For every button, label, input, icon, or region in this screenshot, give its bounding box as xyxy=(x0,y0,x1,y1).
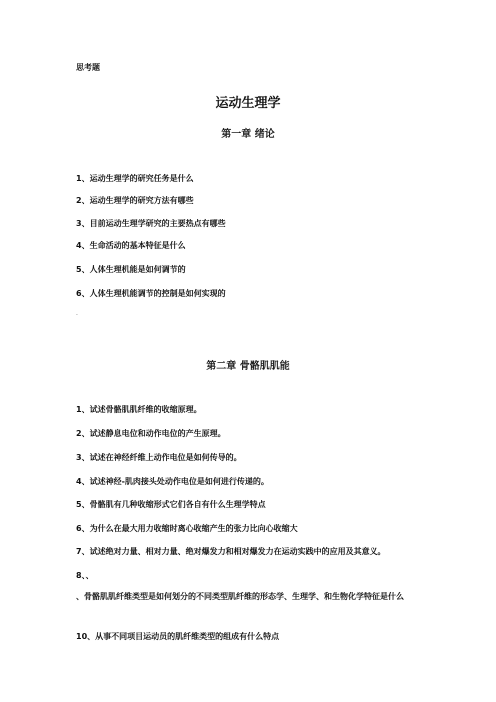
doc-label: 思考题 xyxy=(76,63,100,72)
ch1-question-5: 5、人体生理机能是如何调节的 xyxy=(76,265,186,274)
ch1-question-3: 3、目前运动生理学研究的主要热点有哪些 xyxy=(76,219,226,228)
ch1-question-2: 2、运动生理学的研究方法有哪些 xyxy=(76,196,194,205)
ch2-question-3: 3、试述在神经纤维上动作电位是如何传导的。 xyxy=(76,453,242,462)
ch2-question-10: 10、从事不同项目运动员的肌纤维类型的组成有什么特点 xyxy=(76,632,280,641)
stray-mark: · xyxy=(76,312,78,319)
ch2-question-8: 8、、 xyxy=(76,571,94,580)
chapter1-heading: 第一章 绪论 xyxy=(221,129,275,140)
ch1-question-6: 6、人体生理机能调节的控制是如何实现的 xyxy=(76,289,226,298)
ch2-question-4: 4、试述神经-肌肉接头处动作电位是如何进行传递的。 xyxy=(76,477,269,486)
doc-title: 运动生理学 xyxy=(215,96,281,111)
ch2-question-2: 2、试述静息电位和动作电位的产生原理。 xyxy=(76,429,226,438)
ch2-question-7: 7、试述绝对力量、相对力量、绝对爆发力和相对爆发力在运动实践中的应用及其意义。 xyxy=(76,547,386,556)
ch2-question-9: 、骨骼肌肌纤维类型是如何划分的不同类型肌纤维的形态学、生理学、和生物化学特征是什么 xyxy=(76,592,404,601)
chapter2-heading: 第二章 骨骼肌肌能 xyxy=(206,361,290,372)
ch2-question-5: 5、骨骼肌有几种收缩形式它们各自有什么生理学特点 xyxy=(76,500,266,509)
ch1-question-4: 4、生命活动的基本特征是什么 xyxy=(76,241,186,250)
ch2-question-6: 6、为什么在最大用力收缩时离心收缩产生的张力比向心收缩大 xyxy=(76,524,298,533)
ch2-question-1: 1、试述骨骼肌肌纤维的收缩原理。 xyxy=(76,405,202,414)
ch1-question-1: 1、运动生理学的研究任务是什么 xyxy=(76,174,194,183)
